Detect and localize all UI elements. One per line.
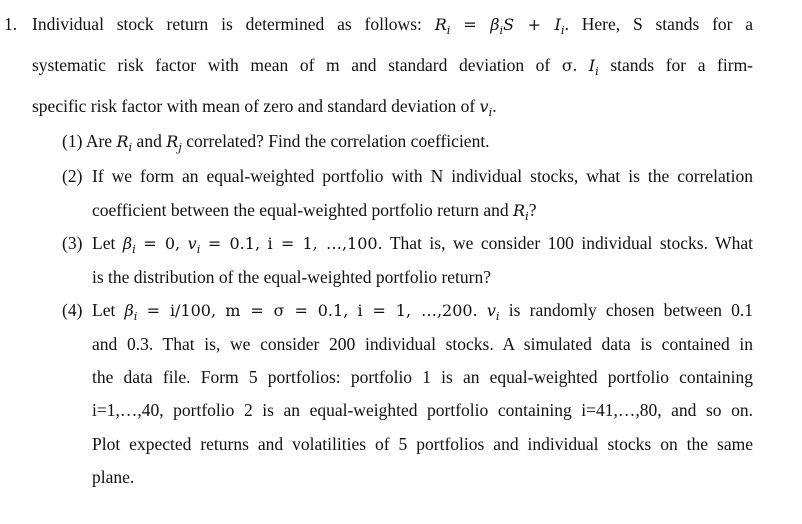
part-4-line-2: and 0.3. That is, we consider 200 individual stocks. A simulated data is contained in	[92, 334, 753, 354]
v-symbol: v	[479, 97, 489, 116]
intro-text: Individual stock return is determined as follows:	[32, 14, 422, 34]
part-2-label: (2)	[62, 166, 83, 186]
question-number: 1.	[4, 14, 18, 34]
equation-beta: = β	[463, 15, 500, 34]
part-4-line-4: i=1,…,40, portfolio 2 is an equal-weighted portfolio containing i=41,…,80, and so on.	[92, 400, 753, 420]
sigma-symbol: σ	[561, 56, 573, 75]
part-2-line-2: coefficient between the equal-weighted portfolio return and $R_i$?	[92, 200, 537, 223]
equation-R: R	[434, 15, 447, 34]
part-3-line-2: is the distribution of the equal-weighted portfolio return?	[92, 267, 491, 287]
part-4-line-1: Let $\beta_i = i/100$, m = σ = 0.1, i = 1, …,200. $v_i$ is randomly chosen between 0.1	[92, 300, 754, 323]
intro-line-2: systematic risk factor with mean of m and standard deviation of σ. $I_i$ stands for a firm-	[32, 55, 754, 78]
part-3-line-1: Let $\beta_i = 0$, $v_i = 0.1$, i = 1, …,100. That is, we consider 100 individual stocks. What	[92, 233, 754, 256]
intro-line-1: Individual stock return is determined as follows: $R_i = \beta_iS + I_i$. Here, S stands for a	[32, 14, 754, 37]
part-4-label: (4)	[62, 300, 83, 320]
part-3-label: (3)	[62, 233, 83, 253]
firm-risk-I: I	[588, 56, 596, 75]
part-2-line-1: If we form an equal-weighted portfolio with N individual stocks, what is the correlation	[92, 166, 753, 186]
intro-line-3: specific risk factor with mean of zero and standard deviation of $v_i$.	[32, 96, 497, 119]
part-4-line-5: Plot expected returns and volatilities of 5 portfolios and individual stocks on the same	[92, 434, 753, 454]
part-4-line-3: the data file. Form 5 portfolios: portfolio 1 is an equal-weighted portfolio containing	[92, 367, 753, 387]
part-4-line-6: plane.	[92, 467, 135, 487]
equation-S-I: S + I	[503, 15, 561, 34]
part-label: (1)	[62, 131, 83, 151]
part-1: (1) Are $R_i$ and $R_j$ correlated? Find the correlation coefficient.	[62, 131, 490, 154]
